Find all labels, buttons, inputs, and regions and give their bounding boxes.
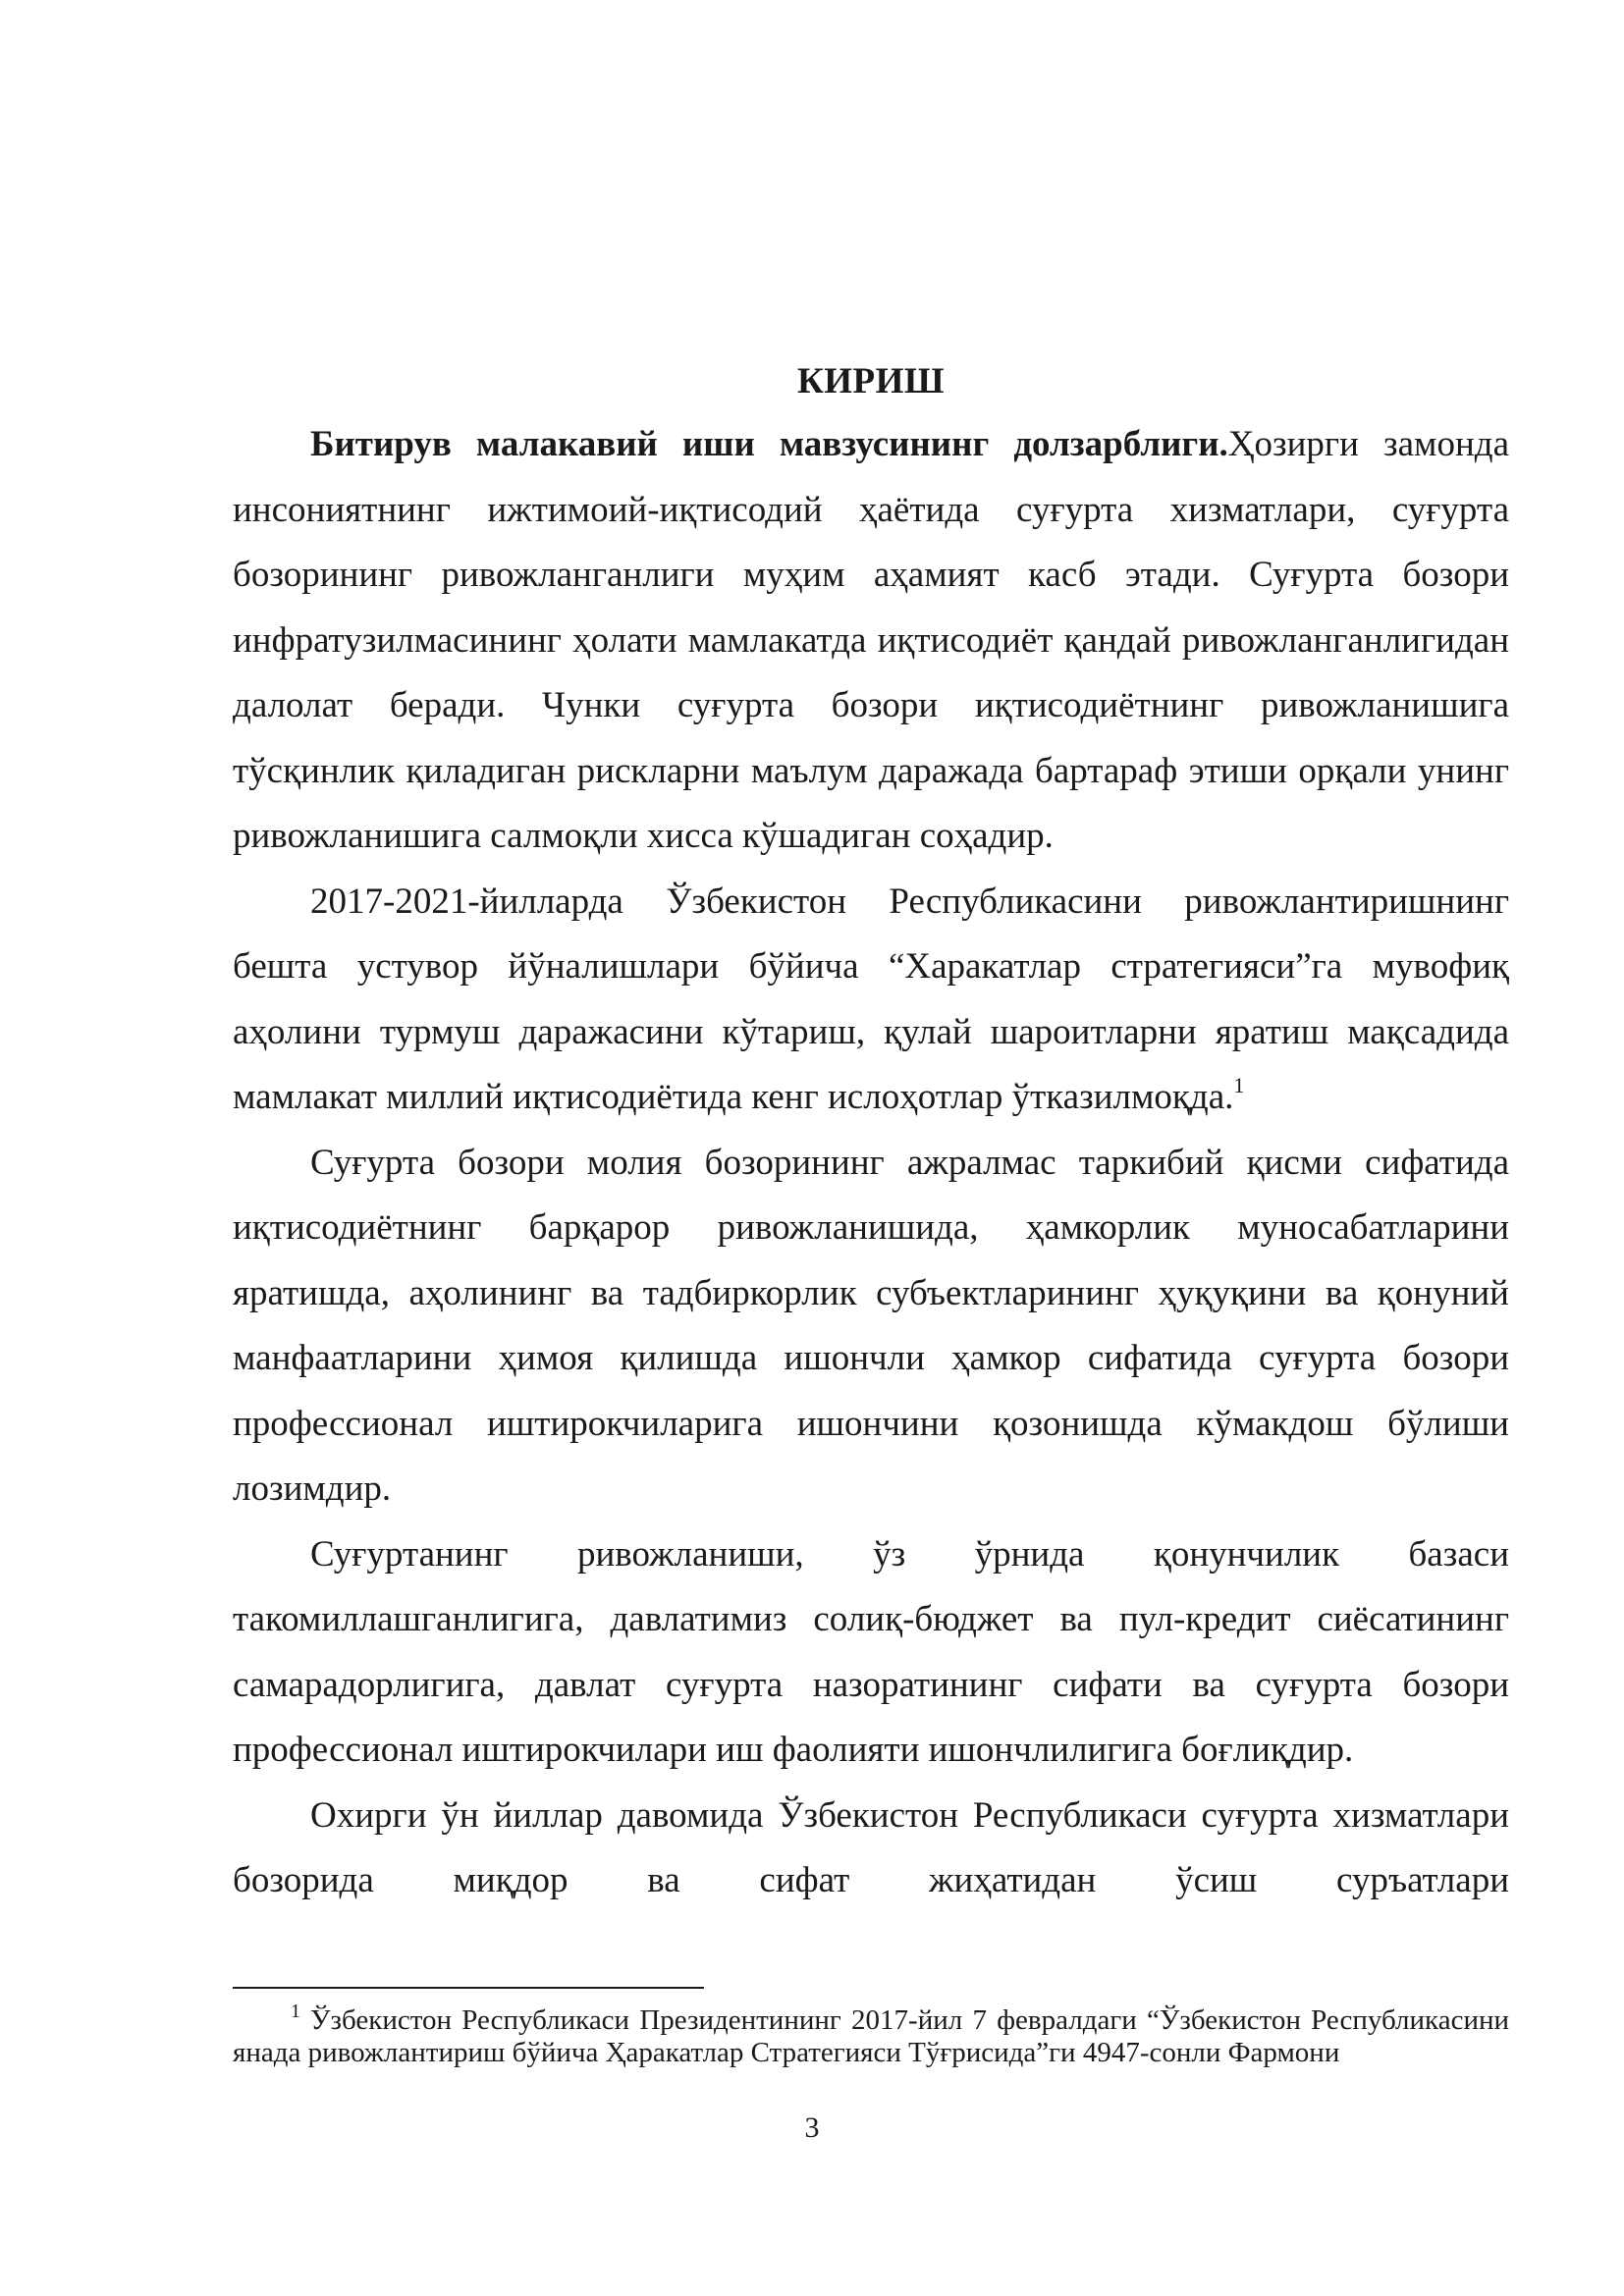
paragraph-relevance (233, 412, 1509, 870)
paragraph-text: Охирги ўн йиллар давомида Ўзбекистон Республикаси суғурта хизматлари бозорида миқдор ва сифат жиҳатидан ўсиш суръатлари (233, 1794, 1509, 1900)
footnote-separator (233, 1987, 704, 1989)
paragraph-text: 2017-2021-йилларда Ўзбекистон Республикасини ривожлантиришнинг бешта устувор йўналишлари бўйича “Харакатлар стратегияси”га мувофиқ аҳолини турмуш даражасини кўтариш, қулай шароитларни яратиш мақсадида мамлакат миллий иқтисодиётида кенг ислоҳотлар ўтказилмоқда. (233, 881, 1509, 1117)
paragraph-insurance-development (233, 1522, 1509, 1784)
body-text (233, 412, 1509, 1914)
paragraph-insurance-market (233, 1131, 1509, 1522)
paragraph-recent-years (233, 1784, 1509, 1914)
section-heading: КИРИШ (796, 361, 946, 401)
paragraph-text: Суғуртанинг ривожланиши, ўз ўрнида қонунчилик базаси такомиллашганлигига, давлатимиз солиқ-бюджет ва пул-кредит сиёсатининг самарадорлигига, давлат суғурта назоратининг сифати ва суғурта бозори профессионал иштирокчилари иш фаолияти ишончлилигига боғлиқдир. (233, 1533, 1509, 1770)
paragraph-text: Суғурта бозори молия бозорининг ажралмас таркибий қисми сифатида иқтисодиётнинг барқарор ривожланишида, ҳамкорлик муносабатларини яратишда, аҳолининг ва тадбиркорлик субъектларининг ҳуқуқини ва қонуний манфаатларини ҳимоя қилишда ишончли ҳамкор сифатида суғурта бозори профессионал иштирокчиларига ишончини қозонишда кўмакдош бўлиши лозимдир. (233, 1142, 1509, 1509)
page-number: 3 (804, 2111, 820, 2144)
footnote-reference[interactable]: 1 (1233, 1073, 1245, 1097)
footnote-text: Ўзбекистон Республикаси Президентининг 2017-йил 7 февралдаги “Ўзбекистон Республикасини янада ривожлантириш бўйича Ҳаракатлар Стратегияси Тўғрисида”ги 4947-сонли Фармони (233, 2004, 1509, 2068)
paragraph-text: Ҳозирги замонда инсониятнинг ижтимоий-иқтисодий ҳаётида суғурта хизматлари, суғурта бозорининг ривожланганлиги муҳим аҳамият касб этади. Суғурта бозори инфратузилмасининг ҳолати мамлакатда иқтисодиёт қандай ривожланганлигидан далолат беради. Чунки суғурта бозори иқтисодиётнинг ривожланишига тўсқинлик қиладиган рискларни маълум даражада бартараф этиши орқали унинг ривожланишига салмоқли хисса кўшадиган соҳадир. (233, 424, 1509, 856)
paragraph-strategy (233, 870, 1509, 1131)
paragraph-lead-bold: Битирув малакавий иши мавзусининг долзарблиги. (310, 424, 1228, 464)
footnote: 1 Ўзбекистон Республикаси Президентининг 2017-йил 7 февралдаги “Ўзбекистон Республикасини янада ривожлантириш бўйича Ҳаракатлар Стратегияси Тўғрисида”ги 4947-сонли Фармони (233, 2001, 1509, 2068)
